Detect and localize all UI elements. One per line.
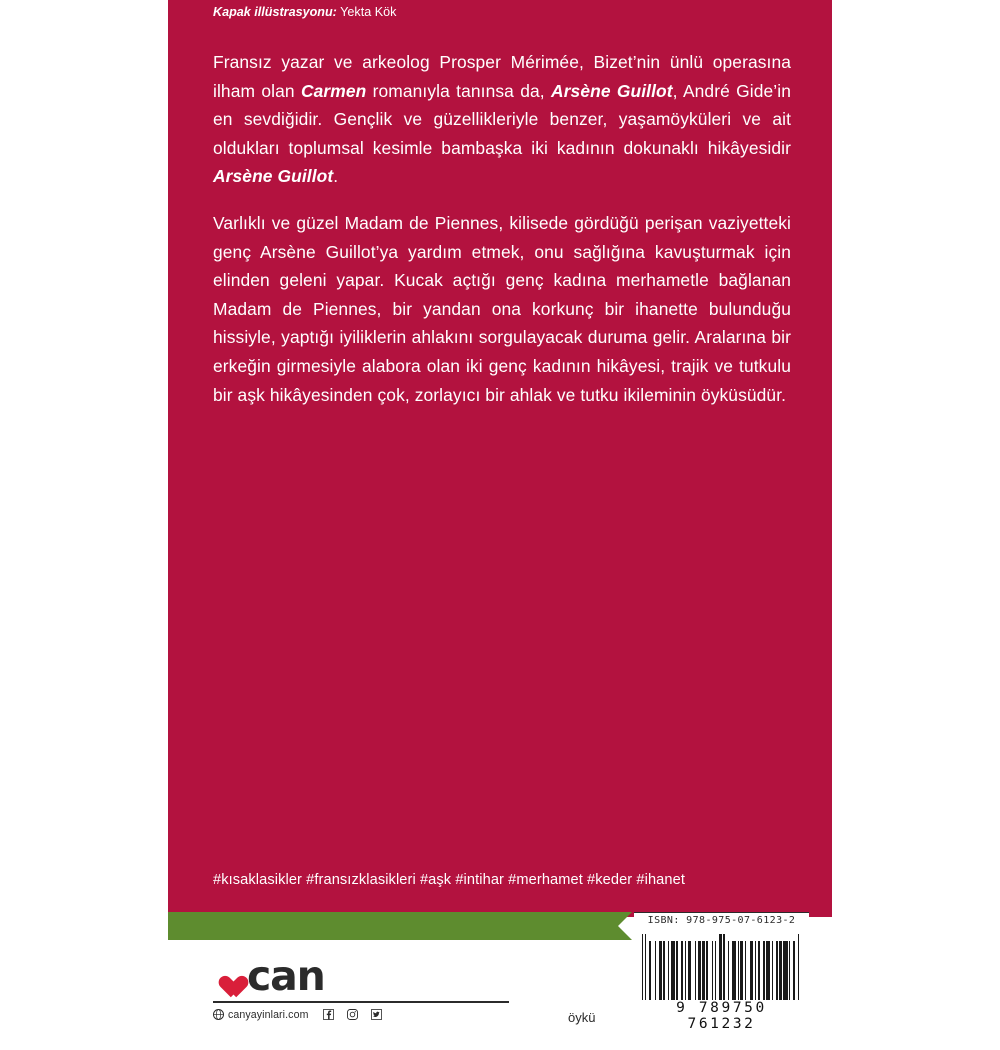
blurb-run: Fransız yazar ve arkeolog Prosper Mérimée, Bizet’nin ünlü operasına ilham olan [213, 52, 791, 101]
logo-divider [213, 1001, 509, 1003]
publisher-name: can [247, 952, 325, 1000]
illustration-credit-ribbon [168, 912, 618, 940]
blurb-emphasis: Arsène Guillot [213, 166, 334, 187]
illustration-credit-label: Kapak illüstrasyonu: [213, 5, 337, 19]
blurb-run: romanıyla tanınsa da, [366, 80, 552, 101]
barcode-bars [642, 934, 801, 1000]
blurb-text [213, 48, 791, 409]
blurb-paragraph-2: Varlıklı ve güzel Madam de Piennes, kilisede gördüğü perişan vaziyetteki genç Arsène Guillot’ya yardım etmek, onu sağlığına kavuşturmak için elinden geleni yapar. Kucak açtığı genç kadına merhametle bağlanan Madam de Piennes, bir yandan ona korkunç bir ihanette bulunduğu hissiyle, yaptığı iyiliklerin ahlakını sorgulayacak duruma gelir. Aralarına bir erkeğin girmesiyle alabora olan iki genç kadının hikâyesi, trajik ve tutkulu bir aşk hikâyesinden çok, zorlayıcı bir ahlak ve tutku ikileminin öyküsüdür. [213, 212, 791, 405]
illustration-credit-text [213, 5, 396, 19]
instagram-icon[interactable] [347, 1009, 358, 1020]
barcode-area [634, 912, 809, 1032]
barcode-digits: 9 789750 761232 [676, 1000, 767, 1032]
genre-label: öykü [568, 1010, 596, 1025]
publisher-contact-row [213, 1009, 543, 1021]
book-back-cover-page [168, 0, 832, 1050]
globe-icon [213, 1009, 224, 1020]
blurb-emphasis: Carmen [300, 80, 367, 101]
blurb-paragraph-1 [213, 48, 791, 191]
publisher-logo-block [213, 952, 543, 1021]
blurb-emphasis: Arsène Guillot [551, 80, 673, 101]
facebook-icon[interactable] [323, 1009, 334, 1020]
isbn-text: ISBN: 978-975-07-6123-2 [634, 912, 809, 926]
twitter-icon[interactable] [371, 1009, 382, 1020]
blurb-run: , André Gide’in en sevdiğidir. Gençlik ve güzellikleriyle benzer, yaşamöyküleri ve ait oldukları toplumsal kesimle bambaşka iki kadının dokunaklı hikâyesidir [213, 80, 791, 158]
blurb-run: . [333, 166, 339, 187]
illustration-artist-name: Yekta Kök [340, 5, 397, 19]
hashtags-line: #kısaklasikler #fransızklasikleri #aşk #intihar #merhamet #keder #ihanet [213, 872, 685, 888]
publisher-logo-row [213, 952, 543, 1000]
heart-icon [213, 964, 240, 989]
publisher-website[interactable]: canyayinlari.com [228, 1008, 309, 1021]
